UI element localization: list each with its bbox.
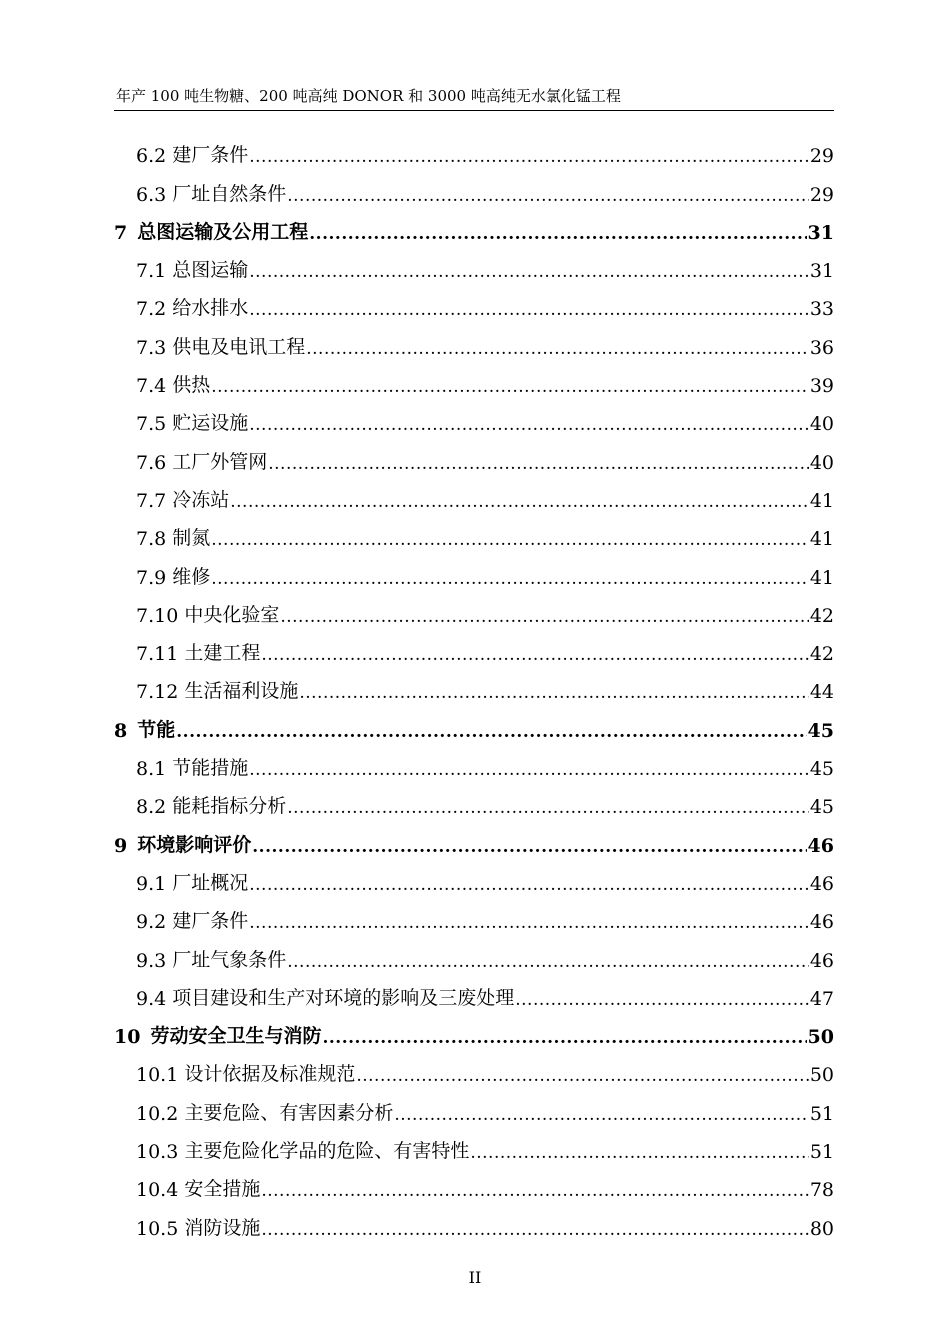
toc-section-entry[interactable] [0,665,834,703]
toc-entry-number: 7.8 [136,528,167,551]
toc-section-entry[interactable] [0,895,834,933]
toc-section-entry[interactable] [0,1125,834,1163]
toc-entry-number: 9.1 [136,872,167,895]
toc-entry-page: 40 [809,413,834,436]
toc-entry-page: 41 [809,566,834,589]
toc-leader-dots [211,569,809,589]
toc-entry-number: 7.6 [136,451,167,474]
toc-entry-title: 总图运输及公用工程 [137,220,309,243]
toc-entry-page: 50 [807,1026,834,1049]
toc-entry-number: 6.2 [136,145,167,168]
toc-section-entry[interactable] [0,167,834,205]
toc-leader-dots [268,454,809,474]
toc-leader-dots [309,224,806,244]
toc-leader-dots [249,262,809,282]
toc-leader-dots [322,1028,806,1048]
toc-section-entry[interactable] [0,589,834,627]
toc-entry-title: 环境影响评价 [137,833,252,856]
toc-entry-number: 10.2 [136,1102,179,1125]
toc-section-entry[interactable] [0,512,834,550]
toc-entry-number: 7.12 [136,681,179,704]
toc-section-entry[interactable] [0,627,834,665]
toc-entry-number: 10 [114,1026,141,1049]
toc-entry-page: 46 [807,834,834,857]
toc-section-entry[interactable] [0,742,834,780]
toc-section-entry[interactable] [0,933,834,971]
toc-leader-dots [356,1066,808,1086]
page-header: 年产 100 吨生物糖、200 吨高纯 DONOR 和 3000 吨高纯无水氯化锰工程 [116,87,621,105]
toc-chapter-entry[interactable] [0,206,834,244]
table-of-contents [0,129,950,1240]
toc-entry-title: 工厂外管网 [172,450,268,473]
toc-leader-dots [470,1143,808,1163]
toc-entry-page: 45 [809,758,834,781]
toc-section-entry[interactable] [0,972,834,1010]
toc-entry-number: 7.1 [136,260,167,283]
header-rule [114,110,834,111]
toc-entry-page: 40 [809,451,834,474]
toc-entry-number: 8 [114,719,128,742]
toc-entry-title: 劳动安全卫生与消防 [150,1025,322,1048]
toc-leader-dots [287,952,809,972]
toc-section-entry[interactable] [0,1048,834,1086]
toc-section-entry[interactable] [0,857,834,895]
toc-entry-page: 51 [809,1141,834,1164]
toc-leader-dots [249,913,809,933]
toc-entry-number: 10.4 [136,1179,179,1202]
toc-entry-number: 7.5 [136,413,167,436]
toc-entry-page: 36 [809,336,834,359]
toc-entry-number: 10.3 [136,1141,179,1164]
toc-entry-title: 供热 [172,374,211,397]
toc-section-entry[interactable] [0,1086,834,1124]
toc-leader-dots [287,798,809,818]
toc-entry-page: 42 [809,604,834,627]
toc-section-entry[interactable] [0,397,834,435]
toc-section-entry[interactable] [0,129,834,167]
toc-section-entry[interactable] [0,320,834,358]
toc-entry-title: 供电及电讯工程 [172,335,306,358]
toc-entry-page: 33 [809,298,834,321]
toc-entry-page: 46 [809,872,834,895]
toc-entry-page: 80 [809,1217,834,1240]
toc-section-entry[interactable] [0,474,834,512]
toc-entry-number: 7.10 [136,604,179,627]
toc-entry-page: 29 [809,183,834,206]
toc-entry-number: 8.1 [136,758,167,781]
toc-leader-dots [211,530,809,550]
toc-leader-dots [249,875,809,895]
toc-entry-number: 7.2 [136,298,167,321]
toc-section-entry[interactable] [0,244,834,282]
toc-leader-dots [261,1181,808,1201]
toc-entry-title: 主要危险、有害因素分析 [184,1101,394,1124]
toc-entry-page: 31 [807,221,834,244]
toc-entry-title: 建厂条件 [172,144,249,167]
toc-leader-dots [252,837,806,857]
toc-entry-title: 设计依据及标准规范 [184,1063,356,1086]
toc-entry-page: 51 [809,1102,834,1125]
toc-entry-page: 41 [809,528,834,551]
toc-leader-dots [261,1220,808,1240]
toc-section-entry[interactable] [0,359,834,397]
toc-entry-title: 消防设施 [184,1216,261,1239]
toc-entry-page: 78 [809,1179,834,1202]
toc-entry-title: 生活福利设施 [184,680,299,703]
toc-chapter-entry[interactable] [0,703,834,741]
toc-section-entry[interactable] [0,1163,834,1201]
toc-entry-title: 贮运设施 [172,412,249,435]
toc-entry-page: 39 [809,375,834,398]
toc-leader-dots [261,645,808,665]
toc-leader-dots [249,147,809,167]
toc-entry-page: 45 [809,796,834,819]
toc-entry-title: 建厂条件 [172,910,249,933]
toc-entry-title: 厂址概况 [172,871,249,894]
toc-section-entry[interactable] [0,1201,834,1239]
toc-entry-number: 9.2 [136,911,167,934]
toc-entry-number: 7.4 [136,375,167,398]
toc-entry-title: 中央化验室 [184,603,280,626]
toc-section-entry[interactable] [0,435,834,473]
toc-entry-title: 节能措施 [172,757,249,780]
toc-entry-number: 9 [114,834,128,857]
toc-entry-title: 节能 [137,718,176,741]
toc-entry-title: 能耗指标分析 [172,795,287,818]
toc-entry-number: 10.1 [136,1064,179,1087]
toc-section-entry[interactable] [0,780,834,818]
toc-chapter-entry[interactable] [0,818,834,856]
toc-entry-page: 45 [807,719,834,742]
toc-section-entry[interactable] [0,282,834,320]
toc-leader-dots [230,492,809,512]
toc-entry-page: 44 [809,681,834,704]
toc-chapter-entry[interactable] [0,1010,834,1048]
toc-entry-title: 冷冻站 [172,488,230,511]
toc-entry-number: 9.4 [136,987,167,1010]
toc-entry-title: 厂址自然条件 [172,182,287,205]
toc-entry-page: 29 [809,145,834,168]
toc-entry-number: 8.2 [136,796,167,819]
toc-entry-title: 安全措施 [184,1178,261,1201]
toc-entry-title: 项目建设和生产对环境的影响及三废处理 [172,986,515,1009]
toc-leader-dots [211,377,809,397]
toc-entry-page: 46 [809,911,834,934]
toc-entry-title: 主要危险化学品的危险、有害特性 [184,1140,470,1163]
toc-entry-number: 9.3 [136,949,167,972]
toc-entry-page: 46 [809,949,834,972]
toc-leader-dots [287,186,809,206]
toc-section-entry[interactable] [0,550,834,588]
toc-leader-dots [306,339,809,359]
toc-leader-dots [280,607,808,627]
toc-leader-dots [394,1105,808,1125]
toc-entry-page: 47 [809,987,834,1010]
toc-entry-page: 42 [809,643,834,666]
toc-leader-dots [515,990,809,1010]
toc-entry-number: 10.5 [136,1217,179,1240]
toc-entry-title: 土建工程 [184,642,261,665]
toc-entry-number: 7.11 [136,643,179,666]
toc-entry-title: 给水排水 [172,297,249,320]
toc-entry-title: 总图运输 [172,259,249,282]
page-number: II [468,1268,482,1287]
toc-entry-number: 7 [114,221,128,244]
toc-entry-title: 制氮 [172,527,211,550]
toc-entry-number: 7.3 [136,336,167,359]
toc-entry-page: 50 [809,1064,834,1087]
toc-entry-title: 维修 [172,565,211,588]
toc-leader-dots [249,415,809,435]
toc-entry-page: 41 [809,489,834,512]
toc-leader-dots [249,760,809,780]
toc-entry-number: 6.3 [136,183,167,206]
toc-entry-number: 7.7 [136,489,167,512]
toc-leader-dots [176,722,806,742]
toc-leader-dots [299,683,808,703]
toc-entry-title: 厂址气象条件 [172,948,287,971]
toc-entry-number: 7.9 [136,566,167,589]
toc-entry-page: 31 [809,260,834,283]
toc-leader-dots [249,300,809,320]
